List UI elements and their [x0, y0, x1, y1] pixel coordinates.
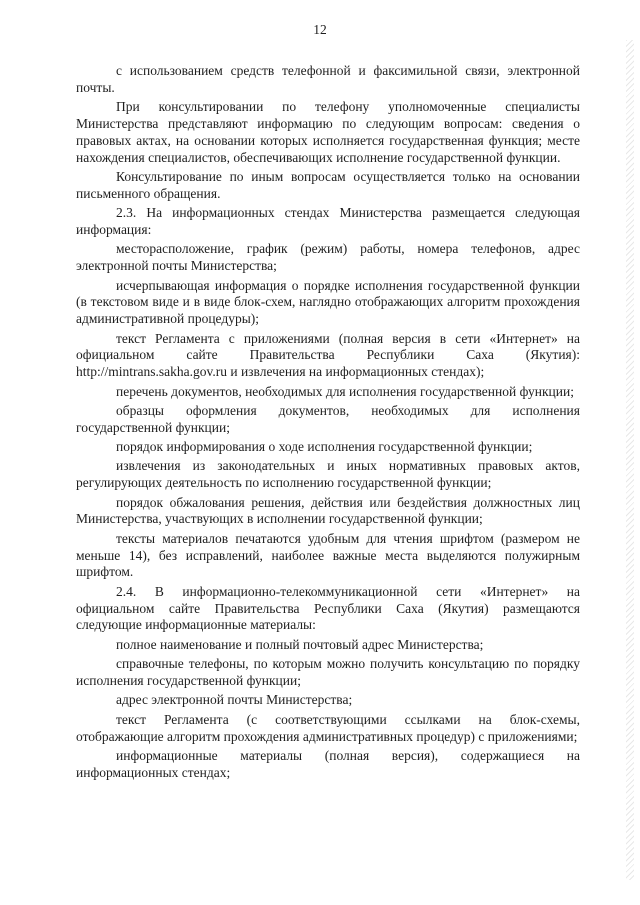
- document-body: [76, 63, 580, 782]
- paragraph: Консультирование по иным вопросам осуществляется только на основании письменного обращения.: [76, 168, 580, 201]
- list-item: тексты материалов печатаются удобным для чтения шрифтом (размером не меньше 14), без исправлений, наиболее важные места выделяются полужирным шрифтом.: [76, 530, 580, 580]
- list-item: порядок информирования о ходе исполнения государственной функции;: [116, 439, 533, 455]
- section-2-3-paragraph: 2.3. На информационных стендах Министерства размещается следующая информация:: [76, 205, 580, 237]
- list-item: извлечения из законодательных и иных нормативных правовых актов, регулирующих деятельность по исполнению государственной функции;: [76, 458, 580, 491]
- list-item: полное наименование и полный почтовый адрес Министерства;: [116, 636, 484, 652]
- list-item: месторасположение, график (режим) работы, номера телефонов, адрес электронной почты Министерства;: [76, 241, 580, 274]
- list-item: адрес электронной почты Министерства;: [116, 692, 353, 708]
- section-2-4-paragraph: 2.4. В информационно-телекоммуникационной сети «Интернет» на официальном сайте Правительства Республики Саха (Якутия) размещаются следующие информационные материалы:: [76, 583, 580, 633]
- list-item: образцы оформления документов, необходимых для исполнения государственной функции;: [76, 402, 580, 435]
- list-item: справочные телефоны, по которым можно получить консультацию по порядку исполнения государственной функции;: [76, 656, 580, 688]
- scan-edge-artifact: [626, 40, 634, 880]
- list-item: текст Регламента с приложениями (полная версия в сети «Интернет» на официальном сайте Правительства Республики Саха (Якутия): http://mintrans.sakha.gov.ru и извлечения на информационных стендах);: [76, 330, 580, 380]
- list-item: порядок обжалования решения, действия или бездействия должностных лиц Министерства, участвующих в исполнении государственной функции;: [76, 494, 580, 527]
- list-item: текст Регламента (с соответствующими ссылками на блок-схемы, отображающие алгоритм прохождения административных процедур) с приложениями;: [76, 711, 580, 744]
- paragraph: с использованием средств телефонной и факсимильной связи, электронной почты.: [76, 63, 580, 95]
- list-item: исчерпывающая информация о порядке исполнения государственной функции (в текстовом виде и в виде блок-схем, наглядно отображающих алгоритм прохождения административной процедуры);: [76, 277, 580, 327]
- list-item: информационные материалы (полная версия), содержащиеся на информационных стендах;: [76, 747, 580, 780]
- list-item: перечень документов, необходимых для исполнения государственной функции;: [116, 383, 574, 399]
- paragraph: При консультировании по телефону уполномоченные специалисты Министерства представляют информацию по следующим вопросам: сведения о правовых актах, на основании которых исполняется государственная функция; месте нахождения специалистов, обеспечивающих исполнение государственной функции.: [76, 99, 580, 165]
- page-number: 12: [313, 22, 327, 37]
